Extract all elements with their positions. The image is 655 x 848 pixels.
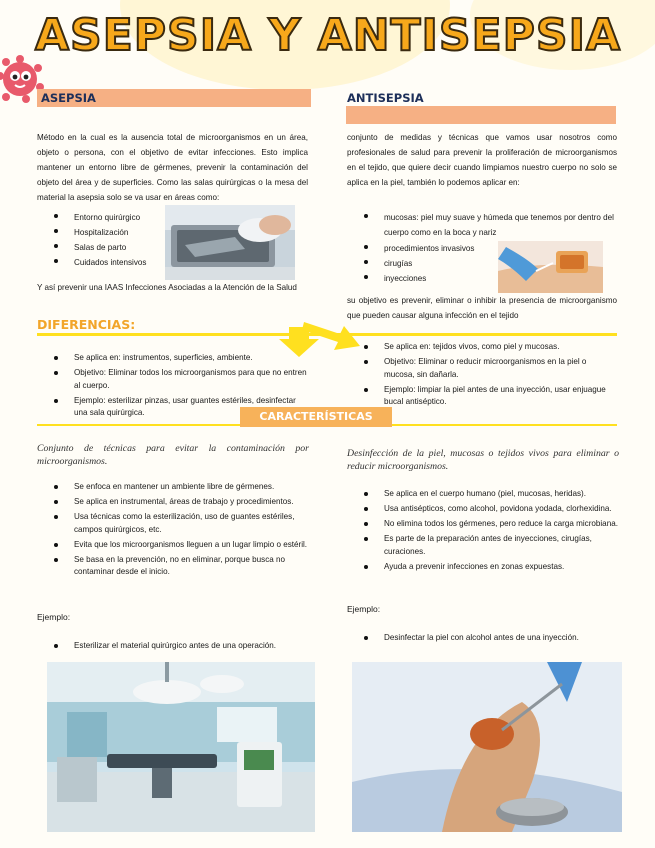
list-item: Esterilizar el material quirúrgico antes de una operación.	[37, 640, 309, 653]
list-item: inyecciones	[347, 271, 619, 286]
surgical-tray-photo	[165, 205, 295, 280]
list-item: Usa técnicas como la esterilización, uso de guantes estériles, campos quirúrgicos, etc.	[37, 511, 309, 536]
differences-heading: DIFERENCIAS:	[37, 317, 136, 332]
list-item: Desinfectar la piel con alcohol antes de una inyección.	[347, 632, 619, 645]
asepsia-closing: Y así prevenir una IAAS Infecciones Asociadas a la Atención de la Salud	[37, 283, 297, 292]
list-item: Objetivo: Eliminar o reducir microorganismos en la piel o mucosa, sin dañarla.	[347, 356, 619, 381]
skin-disinfection-photo	[352, 662, 622, 832]
asepsia-example-label: Ejemplo:	[37, 612, 71, 622]
list-item: Cuidados intensivos	[37, 255, 167, 270]
asepsia-characteristics-intro: Conjunto de técnicas para evitar la contaminación por microorganismos.	[37, 443, 309, 467]
antisepsia-example-label: Ejemplo:	[347, 604, 381, 614]
asepsia-example-list	[37, 640, 309, 655]
list-item: Se aplica en: tejidos vivos, como piel y mucosas.	[347, 341, 619, 354]
list-item: Se aplica en: instrumentos, superficies, ambiente.	[37, 352, 309, 365]
list-item: Ayuda a prevenir infecciones en zonas expuestas.	[347, 561, 619, 574]
antisepsia-description: conjunto de medidas y técnicas que vamos usar nosotros como profesionales de salud para prevenir la proliferación de microorganismos en el tejido, que quiere decir cuando limpiamos nuestro cuerpo no solo se aplica en la piel, también lo podemos aplicar en:	[347, 133, 617, 187]
list-item: Se aplica en instrumental, áreas de trabajo y procedimientos.	[37, 496, 309, 509]
characteristics-heading: CARACTERÍSTICAS	[240, 407, 392, 427]
asepsia-areas-list	[37, 210, 167, 270]
list-item: procedimientos invasivos	[347, 241, 619, 256]
list-item: Se aplica en el cuerpo humano (piel, mucosas, heridas).	[347, 488, 619, 501]
operating-room-photo	[47, 662, 315, 832]
asepsia-description: Método en la cual es la ausencia total de microorganismos en un área, objeto o persona, con el objetivo de evitar infecciones. Esto implica mantener un entorno libre de gérmenes, prevenir la contaminación del objeto del área y de superficies. Como las salas quirúrgicas o la mesa del material la asepsia solo se va usar en áreas como:	[37, 133, 308, 202]
list-item: cirugías	[347, 256, 619, 271]
antisepsia-example-list	[347, 632, 619, 647]
list-item: Se enfoca en mantener un ambiente libre de gérmenes.	[37, 481, 309, 494]
list-item: Salas de parto	[37, 240, 167, 255]
list-item: Usa antisépticos, como alcohol, povidona yodada, clorhexidina.	[347, 503, 619, 516]
antisepsia-characteristics-list	[347, 488, 619, 576]
injection-photo	[498, 241, 603, 293]
differences-antisepsia-list	[347, 341, 619, 411]
list-item: Evita que los microorganismos lleguen a un lugar limpio o estéril.	[37, 539, 309, 552]
list-item: mucosas: piel muy suave y húmeda que tenemos por dentro del cuerpo como en la boca y nariz	[347, 210, 619, 240]
list-item: Ejemplo: esterilizar pinzas, usar guantes estériles, desinfectar una sala quirúrgica.	[37, 395, 309, 420]
list-item: Ejemplo: limpiar la piel antes de una inyección, usar enjuague bucal antiséptico.	[347, 384, 619, 409]
antisepsia-heading: ANTISEPSIA	[347, 91, 424, 105]
antisepsia-characteristics-intro: Desinfección de la piel, mucosas o tejidos vivos para eliminar o reducir microorganismos.	[347, 448, 619, 472]
page-title: ASEPSIA Y ANTISEPSIA	[34, 10, 622, 61]
list-item: Entorno quirúrgico	[37, 210, 167, 225]
antisepsia-header-bar	[346, 106, 616, 124]
antisepsia-objective: su objetivo es prevenir, eliminar o inhibir la presencia de microorganismo que pueden causar alguna infección en el tejido	[347, 296, 617, 320]
list-item: Objetivo: Eliminar todos los microorganismos para que no entren al cuerpo.	[37, 367, 309, 392]
list-item: Es parte de la preparación antes de inyecciones, cirugías, curaciones.	[347, 533, 619, 558]
list-item: Hospitalización	[37, 225, 167, 240]
list-item: Se basa en la prevención, no en eliminar, porque busca no contaminar desde el inicio.	[37, 554, 309, 579]
asepsia-heading: ASEPSIA	[41, 91, 96, 105]
asepsia-characteristics-list	[37, 481, 309, 581]
list-item: No elimina todos los gérmenes, pero reduce la carga microbiana.	[347, 518, 619, 531]
